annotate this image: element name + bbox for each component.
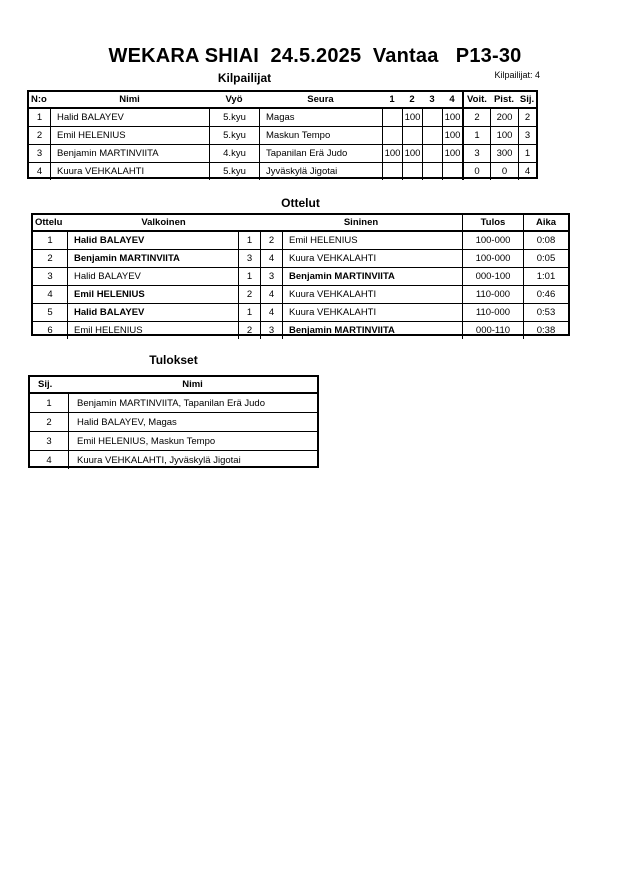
cell-round1: [382, 163, 402, 180]
cell-round3: [422, 145, 442, 162]
cell-white-number: 3: [238, 250, 260, 267]
col-header-round2: 2: [409, 94, 415, 105]
col-header-sij: Sij.: [519, 94, 535, 105]
cell-nimi: Halid BALAYEV: [50, 109, 209, 126]
cell-nro: 1: [36, 112, 43, 123]
cell-match-number: 2: [47, 253, 53, 264]
col-header-voit: Voit.: [462, 92, 490, 107]
match-row: [33, 250, 568, 268]
col-header-nimi: Nimi: [182, 379, 203, 390]
cell-sij: 1: [518, 145, 536, 162]
cell-aika: 0:05: [523, 250, 568, 267]
table-row: [29, 127, 536, 145]
cell-white-player: Halid BALAYEV: [67, 232, 238, 249]
result-row: [30, 451, 317, 469]
cell-match-number: 5: [47, 307, 53, 318]
cell-pist: 200: [490, 109, 518, 126]
cell-white-number: 1: [238, 232, 260, 249]
col-header-ottelu: Ottelu: [35, 217, 63, 228]
cell-blue-player: Benjamin MARTINVIITA: [282, 322, 462, 339]
cell-round3: [422, 127, 442, 144]
section-heading-kilpailijat: Kilpailijat: [217, 71, 272, 85]
cell-round3: [422, 109, 442, 126]
match-row: [33, 286, 568, 304]
cell-name-club: Halid BALAYEV, Magas: [68, 413, 317, 431]
cell-round4: 100: [442, 145, 462, 162]
cell-nro: 4: [36, 166, 43, 177]
col-header-valkoinen: Valkoinen: [141, 217, 186, 228]
competitor-count-label: Kilpailijat: 4: [494, 70, 540, 80]
ottelut-header-row: [33, 215, 568, 232]
cell-blue-player: Kuura VEHKALAHTI: [282, 286, 462, 303]
cell-vyo: 4.kyu: [209, 145, 259, 162]
cell-blue-number: 3: [260, 322, 282, 339]
section-heading-ottelut: Ottelut: [281, 196, 320, 210]
cell-aika: 0:53: [523, 304, 568, 321]
cell-placing: 4: [46, 454, 52, 466]
cell-match-number: 6: [47, 325, 53, 336]
cell-vyo: 5.kyu: [209, 163, 259, 180]
cell-sij: 4: [518, 163, 536, 180]
cell-vyo: 5.kyu: [209, 109, 259, 126]
tulokset-table: [28, 375, 319, 468]
cell-round2: 100: [402, 145, 422, 162]
cell-round1: [382, 109, 402, 126]
table-row: [29, 163, 536, 180]
col-header-sininen: Sininen: [343, 217, 379, 228]
table-row: [29, 109, 536, 127]
cell-nro: 3: [36, 148, 43, 159]
col-header-round4: 4: [449, 94, 455, 105]
ottelut-table: [31, 213, 570, 336]
cell-aika: 0:46: [523, 286, 568, 303]
cell-tulos: 000-100: [462, 268, 523, 285]
cell-tulos: 110-000: [462, 286, 523, 303]
match-row: [33, 268, 568, 286]
cell-vyo: 5.kyu: [209, 127, 259, 144]
cell-name-club: Benjamin MARTINVIITA, Tapanilan Erä Judo: [68, 394, 317, 412]
cell-white-player: Emil HELENIUS: [67, 322, 238, 339]
cell-seura: Magas: [259, 109, 382, 126]
table-row: [29, 145, 536, 163]
cell-blue-number: 4: [260, 250, 282, 267]
cell-name-club: Kuura VEHKALAHTI, Jyväskylä Jigotai: [68, 451, 317, 469]
cell-white-number: 1: [238, 304, 260, 321]
cell-placing: 1: [46, 397, 52, 409]
cell-white-player: Halid BALAYEV: [67, 268, 238, 285]
cell-white-number: 2: [238, 322, 260, 339]
cell-pist: 300: [490, 145, 518, 162]
tulokset-header-row: [30, 377, 317, 394]
cell-name-club: Emil HELENIUS, Maskun Tempo: [68, 432, 317, 450]
cell-blue-number: 2: [260, 232, 282, 249]
cell-seura: Tapanilan Erä Judo: [259, 145, 382, 162]
cell-match-number: 1: [47, 235, 53, 246]
cell-match-number: 3: [47, 271, 53, 282]
match-row: [33, 304, 568, 322]
cell-voit: 3: [462, 145, 490, 162]
cell-tulos: 110-000: [462, 304, 523, 321]
cell-match-number: 4: [47, 289, 53, 300]
page-title: WEKARA SHIAI 24.5.2025 Vantaa P13-30: [108, 45, 522, 67]
col-header-round3: 3: [429, 94, 435, 105]
cell-voit: 1: [462, 127, 490, 144]
col-header-round1: 1: [389, 94, 395, 105]
result-row: [30, 432, 317, 451]
match-row: [33, 322, 568, 339]
cell-tulos: 100-000: [462, 232, 523, 249]
cell-nro: 2: [36, 130, 43, 141]
col-header-aika: Aika: [523, 215, 568, 230]
match-row: [33, 232, 568, 250]
section-heading-tulokset: Tulokset: [149, 353, 198, 367]
cell-tulos: 100-000: [462, 250, 523, 267]
cell-voit: 2: [462, 109, 490, 126]
cell-nimi: Benjamin MARTINVIITA: [50, 145, 209, 162]
cell-sij: 2: [518, 109, 536, 126]
result-row: [30, 394, 317, 413]
cell-pist: 100: [490, 127, 518, 144]
cell-round2: [402, 163, 422, 180]
col-header-nimi: Nimi: [119, 94, 140, 105]
cell-placing: 3: [46, 435, 52, 447]
cell-round4: [442, 163, 462, 180]
cell-blue-player: Benjamin MARTINVIITA: [282, 268, 462, 285]
cell-blue-player: Kuura VEHKALAHTI: [282, 304, 462, 321]
cell-seura: Maskun Tempo: [259, 127, 382, 144]
kilpailijat-header-row: [29, 92, 536, 109]
cell-round2: [402, 127, 422, 144]
cell-white-player: Halid BALAYEV: [67, 304, 238, 321]
cell-white-number: 1: [238, 268, 260, 285]
cell-white-player: Benjamin MARTINVIITA: [67, 250, 238, 267]
cell-round3: [422, 163, 442, 180]
cell-voit: 0: [462, 163, 490, 180]
cell-nimi: Kuura VEHKALAHTI: [50, 163, 209, 180]
cell-aika: 1:01: [523, 268, 568, 285]
cell-tulos: 000-110: [462, 322, 523, 339]
cell-blue-player: Kuura VEHKALAHTI: [282, 250, 462, 267]
col-header-seura: Seura: [307, 94, 334, 105]
cell-white-number: 2: [238, 286, 260, 303]
cell-round2: 100: [402, 109, 422, 126]
cell-seura: Jyväskylä Jigotai: [259, 163, 382, 180]
cell-blue-player: Emil HELENIUS: [282, 232, 462, 249]
col-header-tulos: Tulos: [462, 215, 523, 230]
cell-round1: [382, 127, 402, 144]
cell-white-player: Emil HELENIUS: [67, 286, 238, 303]
cell-blue-number: 3: [260, 268, 282, 285]
cell-blue-number: 4: [260, 304, 282, 321]
kilpailijat-table: [27, 90, 538, 179]
result-row: [30, 413, 317, 432]
cell-round4: 100: [442, 127, 462, 144]
cell-round4: 100: [442, 109, 462, 126]
cell-aika: 0:08: [523, 232, 568, 249]
cell-pist: 0: [490, 163, 518, 180]
cell-blue-number: 4: [260, 286, 282, 303]
col-header-pist: Pist.: [493, 94, 515, 105]
cell-nimi: Emil HELENIUS: [50, 127, 209, 144]
cell-aika: 0:38: [523, 322, 568, 339]
col-header-sij: Sij.: [38, 379, 53, 390]
cell-round1: 100: [382, 145, 402, 162]
col-header-nro: N:o: [31, 94, 47, 105]
cell-sij: 3: [518, 127, 536, 144]
col-header-vyo: Vyö: [225, 94, 243, 105]
cell-placing: 2: [46, 416, 52, 428]
